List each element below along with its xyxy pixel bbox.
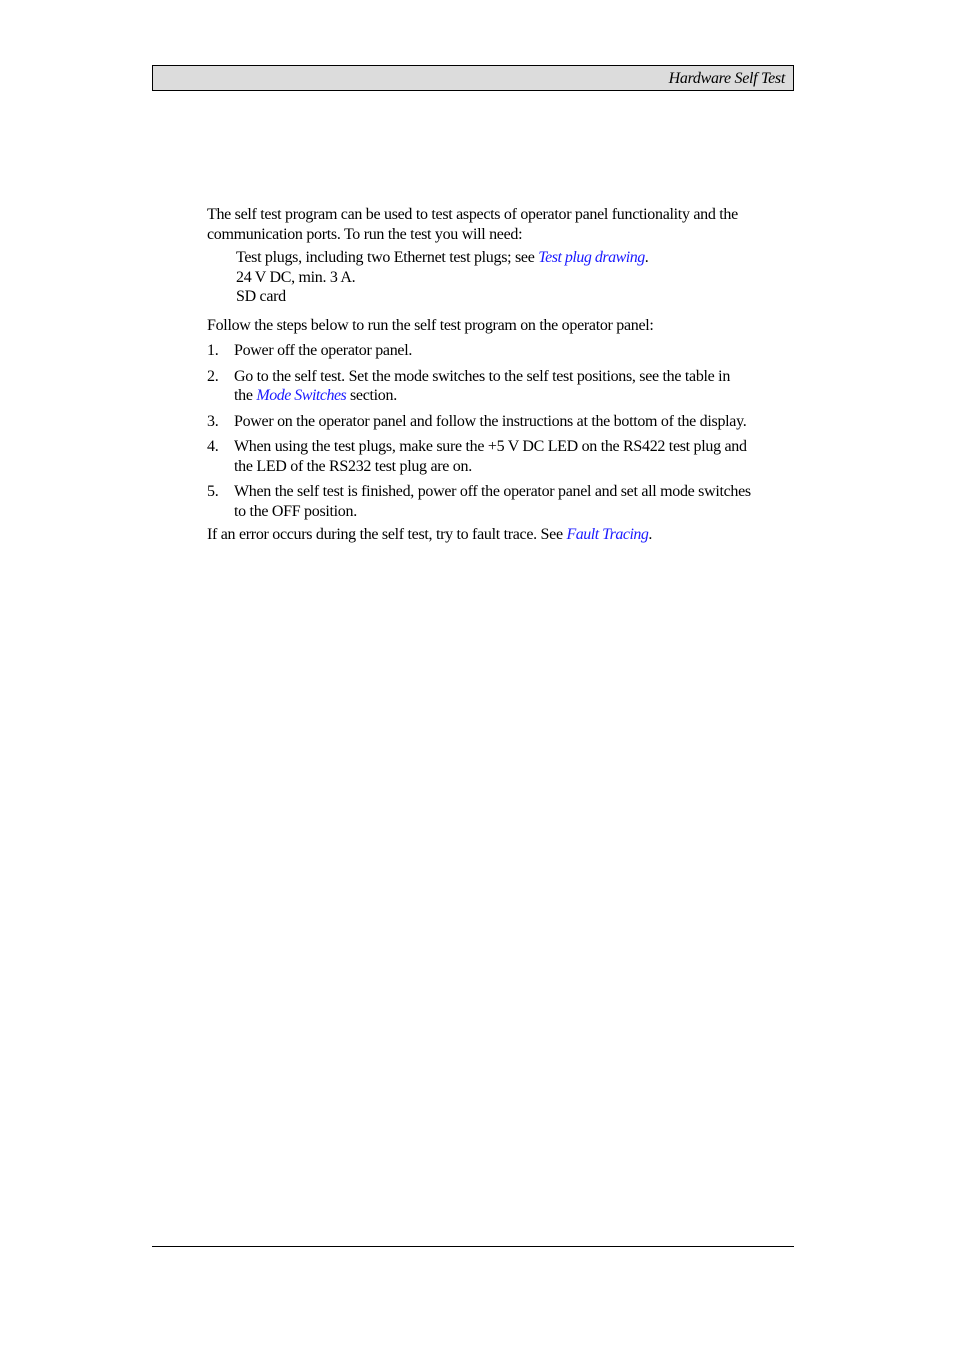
- step-text: Power on the operator panel and follow the instructions at the bottom of the display.: [234, 412, 747, 430]
- step-item: [207, 482, 752, 521]
- document-body: [207, 205, 752, 545]
- step-number: 1.: [207, 342, 219, 359]
- step-text: [234, 367, 752, 406]
- page-header: [152, 65, 794, 91]
- error-paragraph: [207, 525, 752, 545]
- requirement-suffix: .: [644, 249, 649, 266]
- requirements-list: [236, 248, 752, 307]
- footer-rule: [152, 1246, 794, 1247]
- step-text: When the self test is finished, power off the operator panel and set all mode switches to the OFF position.: [234, 483, 751, 520]
- requirement-item: 24 V DC, min. 3 A.: [236, 268, 356, 286]
- step-text-after: section.: [346, 387, 397, 404]
- error-text: If an error occurs during the self test, try to fault trace. See: [207, 526, 567, 543]
- requirement-item: [236, 248, 752, 268]
- intro-paragraph: The self test program can be used to test aspects of operator panel functionality and the communication ports. To run the test you will need:: [207, 206, 738, 243]
- step-text: Power off the operator panel.: [234, 342, 413, 359]
- step-number: 3.: [207, 412, 219, 430]
- step-item: [207, 412, 752, 432]
- requirement-text: Test plugs, including two Ethernet test plugs; see: [236, 249, 539, 266]
- step-text-before: Go to the self test. Set the mode switches to the self test positions, see the table in the: [234, 367, 731, 404]
- header-title: Hardware Self Test: [668, 70, 785, 87]
- step-item: [207, 341, 752, 361]
- steps-list: [207, 341, 752, 521]
- step-number: 2.: [207, 367, 219, 385]
- error-suffix: .: [648, 526, 653, 543]
- step-item: [207, 367, 752, 406]
- step-number: 5.: [207, 483, 219, 500]
- step-number: 4.: [207, 438, 219, 455]
- mode-switches-link[interactable]: Mode Switches: [256, 387, 347, 404]
- steps-intro-paragraph: Follow the steps below to run the self test program on the operator panel:: [207, 316, 654, 334]
- step-item: [207, 437, 752, 476]
- requirement-item: SD card: [236, 288, 286, 305]
- step-text: When using the test plugs, make sure the +5 V DC LED on the RS422 test plug and the LED of the RS232 test plug are on.: [234, 438, 747, 475]
- test-plug-drawing-link[interactable]: Test plug drawing: [538, 249, 645, 266]
- fault-tracing-link[interactable]: Fault Tracing: [566, 526, 649, 543]
